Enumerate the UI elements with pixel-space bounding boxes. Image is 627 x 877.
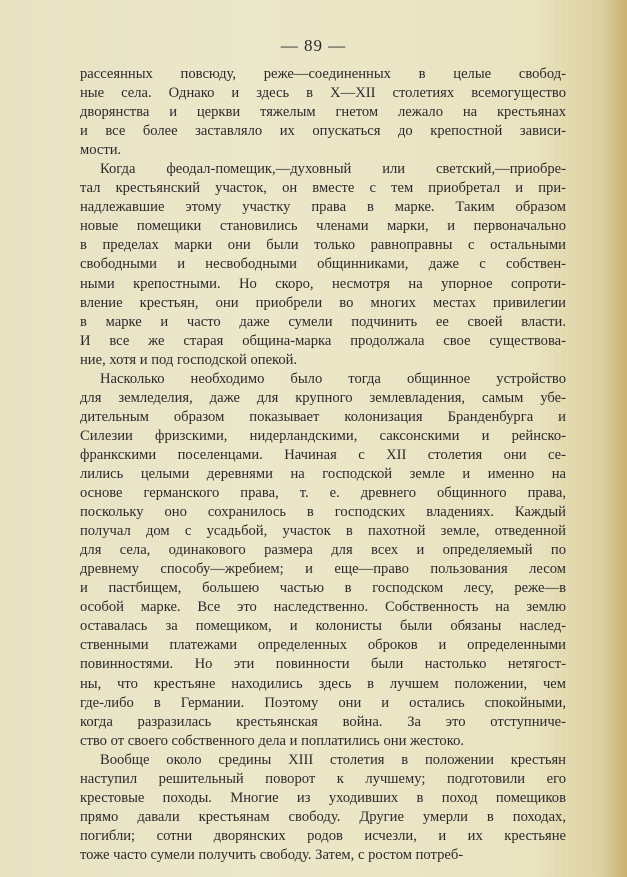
paragraph: [80, 751, 566, 865]
text-line: в пределах марки они были только равноправны с остальными: [80, 237, 566, 254]
text-line: надлежавшие этому участку права в марке. Таким образом: [80, 199, 566, 216]
paragraph: [80, 160, 566, 370]
text-line: дворянства и церкви тяжелым гнетом лежало на крестьянах: [80, 104, 566, 121]
paragraph: [80, 370, 566, 751]
text-line: лились целыми деревнями на господской земле и именно на: [80, 465, 566, 482]
text-line: прямо давали крестьянам свободу. Другие умерли в походах,: [80, 808, 566, 825]
text-line: для села, одинакового размера для всех и определяемый по: [80, 542, 566, 559]
text-line: Когда феодал-помещик,—духовный или светский,—приобре-: [100, 161, 566, 178]
text-line: и пастбищем, большею частью в господском лесу, реже—в: [80, 580, 566, 597]
paragraph: [80, 65, 566, 160]
text-line: повинностями. Но эти повинности были настолько нетягост-: [80, 656, 566, 673]
text-line: Вообще около средины XIII столетия в положении крестьян: [100, 751, 566, 768]
text-line: крестовые походы. Многие из уходивших в поход помещиков: [80, 789, 566, 806]
text-line: погибли; сотни дворянских родов исчезли, и их крестьяне: [80, 827, 566, 844]
text-line: ство от своего собственного дела и поплатились они жестоко.: [80, 732, 465, 749]
text-line: наступил решительный поворот к лучшему; подготовили его: [80, 770, 566, 787]
text-line: ные села. Однако и здесь в X—XII столетиях всемогущество: [80, 85, 566, 102]
text-line: франкскими поселенцами. Начиная с XII столетия они се-: [80, 446, 566, 463]
text-line: Силезии фризскими, нидерландскими, саксонскими и рейнско-: [80, 427, 566, 444]
text-line: новые помещики становились членами марки, и первоначально: [80, 218, 566, 235]
text-line: в марке и часто даже сумели подчинить ее своей власти.: [80, 313, 566, 330]
text-line: тоже часто сумели получить свободу. Затем, с ростом потреб-: [80, 846, 464, 863]
text-line: получал дом с усадьбой, участок в пахотной земле, отведенной: [80, 523, 566, 540]
text-line: И все же старая община-марка продолжала свое существова-: [80, 332, 566, 349]
text-line: тал крестьянский участок, он вместе с тем приобретал и при-: [80, 180, 566, 197]
text-line: особой марке. Все это наследственно. Собственность на землю: [80, 599, 566, 616]
page-body-text: [80, 65, 566, 865]
text-line: ственными платежами определенных оброков и определенными: [80, 637, 566, 654]
text-line: свободными и несвободными общинниками, даже с собствен-: [80, 256, 566, 273]
text-line: Насколько необходимо было тогда общинное устройство: [100, 370, 566, 387]
text-line: рассеянных повсюду, реже—соединенных в целые свобод-: [80, 66, 566, 82]
text-line: мости.: [80, 142, 122, 159]
text-line: ние, хотя и под господской опекой.: [80, 351, 298, 368]
text-line: древнему способу—жребием; и еще—право пользования лесом: [80, 561, 566, 578]
text-line: основе германского права, т. е. древнего общинного права,: [80, 485, 566, 502]
text-line: оставалась за помещиком, и колонисты были обязаны наслед-: [80, 618, 566, 635]
page-number: — 89 —: [280, 36, 347, 55]
text-line: и все более заставляло их опускаться до крепостной зависи-: [80, 123, 566, 140]
text-line: ны, что крестьяне находились здесь в лучшем положении, чем: [80, 675, 566, 692]
text-line: когда разразилась крестьянская война. За это отступниче-: [80, 713, 566, 730]
text-line: дительным образом показывает колонизация Бранденбурга и: [80, 408, 566, 425]
text-line: ными крепостными. Но скоро, несмотря на упорное сопроти-: [80, 275, 566, 292]
text-line: где-либо в Германии. Поэтому они и остались спокойными,: [80, 694, 566, 711]
text-line: вление крестьян, они приобрели во многих местах привилегии: [80, 294, 566, 311]
text-line: поскольку оно сохранилось в господских владениях. Каждый: [80, 504, 566, 521]
text-line: для земледелия, даже для крупного землевладения, самым убе-: [80, 389, 566, 406]
